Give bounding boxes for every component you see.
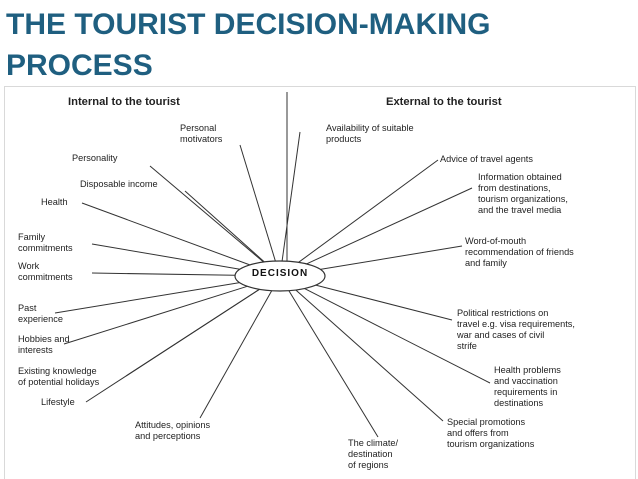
factor-availability: Availability of suitable products	[326, 123, 414, 144]
spoke-political	[316, 285, 452, 320]
spoke-availability	[282, 132, 300, 261]
spoke-disposable-income	[185, 191, 264, 262]
factor-political: Political restrictions on travel e.g. visa requirements, war and cases of civil strife	[457, 308, 575, 351]
factor-travel-agents: Advice of travel agents	[440, 154, 533, 164]
spoke-climate	[289, 291, 378, 437]
factor-health: Health	[41, 197, 68, 207]
factor-hobbies-interests: Hobbies and interests	[18, 334, 70, 355]
spoke-lifestyle	[86, 289, 260, 402]
factor-personality: Personality	[72, 153, 118, 163]
factor-personal-motivators: Personal motivators	[180, 123, 223, 144]
factor-lifestyle: Lifestyle	[41, 397, 75, 407]
factor-past-experience: Past experience	[18, 303, 63, 324]
slide-title-line-1: THE TOURIST DECISION-MAKING	[6, 8, 491, 41]
factor-work-commitments: Work commitments	[18, 261, 73, 282]
factor-climate: The climate/ destination of regions	[348, 438, 399, 470]
external-header: External to the tourist	[386, 96, 502, 108]
factor-attitudes: Attitudes, opinions and perceptions	[135, 420, 211, 441]
decision-label: DECISION	[251, 268, 309, 279]
factor-information: Information obtained from destinations, tourism organizations, and the travel media	[478, 172, 568, 215]
factor-health-problems: Health problems and vaccination requirements in destinations	[494, 365, 561, 408]
spoke-travel-agents	[299, 160, 438, 262]
spoke-work-commitments	[92, 273, 235, 275]
slide-title-line-2: PROCESS	[6, 49, 153, 82]
factor-special-promotions: Special promotions and offers from tourism organizations	[447, 417, 535, 449]
spoke-information	[307, 188, 473, 264]
factor-family-commitments: Family commitments	[18, 232, 73, 253]
spoke-personal-motivators	[240, 145, 275, 261]
spoke-personality	[150, 166, 264, 262]
spoke-word-of-mouth	[320, 246, 462, 269]
factor-disposable-income: Disposable income	[80, 179, 158, 189]
spoke-family-commitments	[92, 244, 240, 269]
factor-word-of-mouth: Word-of-mouth recommendation of friends and family	[465, 236, 574, 268]
spoke-health	[82, 203, 250, 265]
spoke-special-promotions	[296, 290, 443, 421]
internal-header: Internal to the tourist	[68, 96, 180, 108]
factor-existing-knowledge: Existing knowledge of potential holidays	[18, 366, 100, 387]
spoke-attitudes	[200, 291, 272, 418]
